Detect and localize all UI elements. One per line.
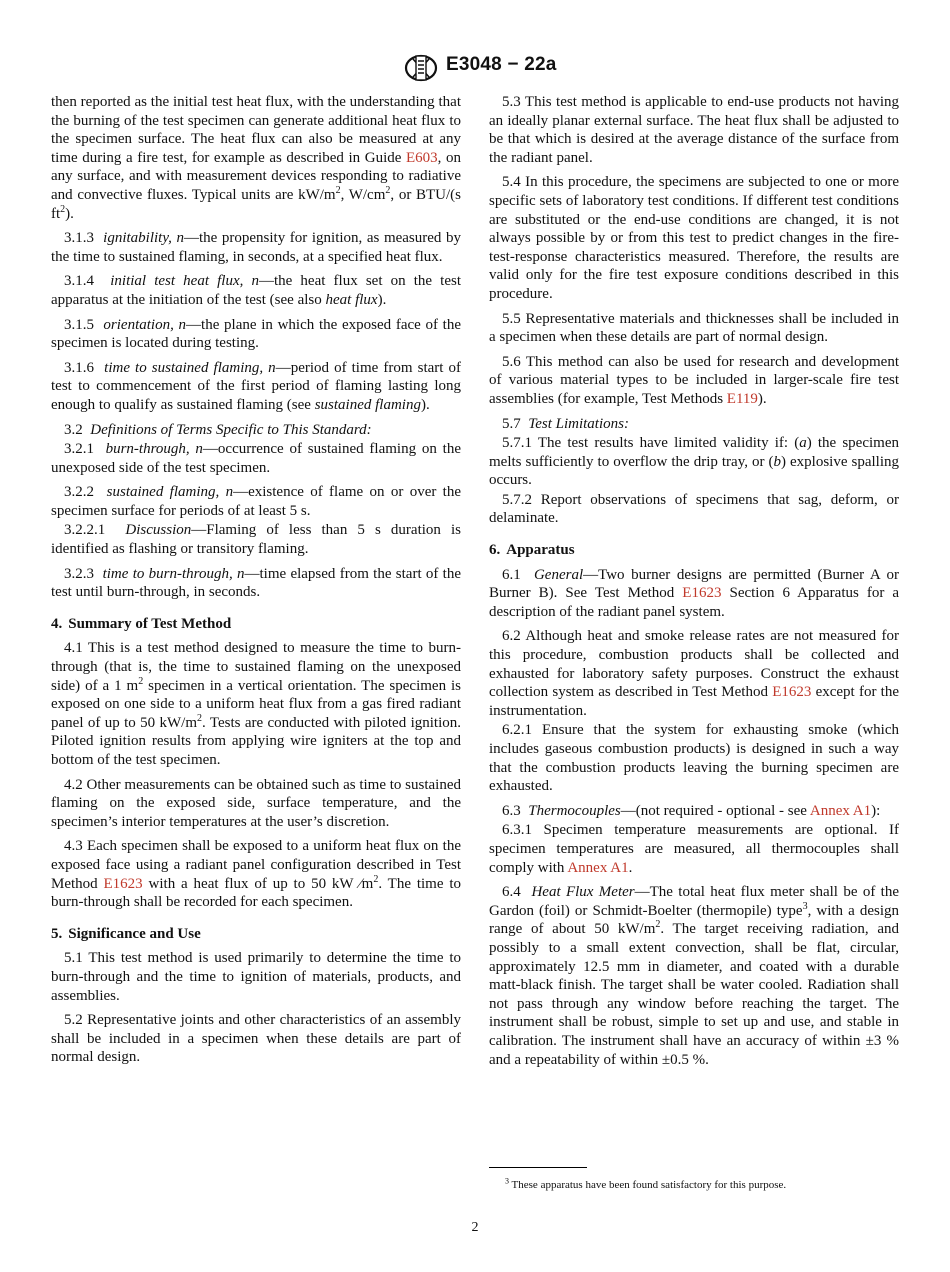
page-header [0,52,950,86]
paragraph-6-2: 6.2 Although heat and smoke release rates are not measured for this procedure, combustion products shall be collected and exhausted for laboratory safety purposes. Construct the exhaust collection system as described in Test Method E1623 except for the instrumentation. [489,628,899,719]
paragraph-6-4: 6.4 Heat Flux Meter—The total heat flux meter shall be of the Gardon (foil) or Schmidt-Boelter (thermopile) type$^3$, with a design range of about 50 $kW/m^2$. The target receiving radiation, and possibly to a small extent convection, shall be flat, circular, approximately 12.5 mm in diameter, and coated with a durable matt-black finish. The target shall be water cooled. Radiation shall not pass through any window before reaching the target. The instrument shall be robust, simple to set up and use, and stable in calibration. The instrument shall have an accuracy of within ±3 % and a repeatability of within ±0.5 %. [489,884,900,1068]
astm-logo-icon [403,52,439,84]
link-e1623[interactable]: E1623 [103,875,143,892]
link-annex-a1-b[interactable]: Annex A1 [567,859,629,876]
right-column [489,93,899,1075]
paragraph-4-1: 4.1 This is a test method designed to measure the time to burn-through (that is, the time to sustained flaming on the unexposed side) of a 1 $m^2$ specimen in a vertical orientation. The specimen is exposed on one side to a uniform heat flux from a gas fired radiant panel of up to 50 $kW/m^2$. Tests are conducted with piloted ignition. Piloted ignition results from applying wire igniters at the top and bottom of the test specimen. [51,640,462,768]
paragraph-6-3: 6.3 Thermocouples—(not required - optional - see Annex A1): [502,802,881,819]
page-number: 2 [471,1220,479,1235]
paragraph-4-3: 4.3 Each specimen shall be exposed to a uniform heat flux on the exposed face using a radiant panel configuration described in Test Method E1623 with a heat flux of up to 50 kW $⁄m^2$. The time to burn-through shall be recorded for each specimen. [51,838,461,911]
paragraph-6-3-1: 6.3.1 Specimen temperature measurements are optional. If specimen temperatures are measured, all thermocouples shall comply with Annex A1. [489,822,899,876]
paragraph-5-6: 5.6 This method can also be used for research and development of various material types to be included in larger-scale fire test assemblies (for example, Test Methods E119). [489,353,899,407]
paragraph-3-1-3: 3.1.3 ignitability, n—the propensity for ignition, as measured by the time to sustained flaming, in seconds, at a specified heat flux. [51,230,461,265]
paragraph-3-2-2: 3.2.2 sustained flaming, n—existence of flame on or over the specimen surface for periods of at least 5 s. [51,484,461,519]
paragraph-5-7-2: 5.7.2 Report observations of specimens that sag, deform, or delaminate. [489,491,899,527]
paragraph-5-2: 5.2 Representative joints and other characteristics of an assembly shall be included in a specimen when these details are part of normal design. [51,1012,461,1066]
paragraph-3-2-1: 3.2.1 burn-through, n—occurrence of sustained flaming on the unexposed side of the test specimen. [51,441,461,476]
paragraph-3-1-5: 3.1.5 orientation, n—the plane in which the exposed face of the specimen is located during testing. [51,316,462,352]
left-column [51,93,461,1073]
paragraph-3-2-2-1: 3.2.2.1 Discussion—Flaming of less than 5 s duration is identified as flashing or transitory flaming. [51,522,462,558]
link-e119[interactable]: E119 [726,390,758,407]
paragraph-5-7-1: 5.7.1 The test results have limited validity if: (a) the specimen melts sufficiently to overflow the drip tray, or (b) explosive spalling occurs. [489,435,899,489]
footnote-divider [489,1167,587,1168]
paragraph-3-2: 3.2 Definitions of Terms Specific to This Standard: [64,421,372,438]
link-annex-a1[interactable]: Annex A1 [809,802,872,819]
link-e603[interactable]: E603 [406,149,438,166]
paragraph-5-3: 5.3 This test method is applicable to end-use products not having an ideally planar external surface. The heat flux shall be adjusted to be that which is desired at the average distance of the surface from the radiant panel. [489,94,899,166]
paragraph-3-1-4: 3.1.4 initial test heat flux, n—the heat flux set on the test apparatus at the initiation of the test (see also heat flux). [51,273,461,308]
paragraph-5-4: 5.4 In this procedure, the specimens are subjected to one or more specific sets of laboratory test conditions. If different test conditions are substituted or the end-use conditions are changed, it is not always possible by or from this test to predict changes in the fire-test-response characteristics measured. Therefore, the results are valid only for the fire test exposure conditions described in this procedure. [489,174,899,302]
paragraph-6-2-1: 6.2.1 Ensure that the system for exhausting smoke (which includes gaseous combustion products) is designed in such a way that the combustion products leaving the burning specimen are exhausted. [489,722,899,795]
paragraph-3-2-3: 3.2.3 time to burn-through, n—time elapsed from the start of the test until burn-through, in seconds. [51,565,462,601]
section-heading-6: 6. Apparatus [489,542,575,559]
paragraph-5-7: 5.7 Test Limitations: [502,415,629,432]
section-heading-5: 5. Significance and Use [51,925,201,942]
link-e1623-b[interactable]: E1623 [682,585,722,602]
paragraph-heat-flux-cont: then reported as the initial test heat flux, with the understanding that the burning of the test specimen can generate additional heat flux to the specimen surface. The heat flux can also be measured at any time during a fire test, for example as described in Guide E603, on any surface, and with measurement devices responding to radiative and convective fluxes. Typical units are $kW/m^2$, $W/cm^2$, or BTU/(s $ft^2$). [51,94,462,222]
paragraph-3-1-6: 3.1.6 time to sustained flaming, n—period of time from start of test to commencement of the first period of flaming lasting long enough to qualify as sustained flaming (see sustained flaming). [51,359,461,413]
paragraph-5-1: 5.1 This test method is used primarily to determine the time to burn-through and the time to ignition of materials, products, and assemblies. [51,950,461,1004]
document-id: E3048 − 22a [446,54,557,75]
paragraph-6-1: 6.1 General—Two burner designs are permitted (Burner A or Burner B). See Test Method E1623 Section 6 Apparatus for a description of the radiant panel system. [489,566,899,620]
link-e1623-c[interactable]: E1623 [772,684,812,701]
section-heading-4: 4. Summary of Test Method [51,615,232,632]
paragraph-4-2: 4.2 Other measurements can be obtained such as time to sustained flaming on the exposed side, surface temperature, and the specimen’s interior temperatures at the user’s discretion. [51,776,461,830]
paragraph-5-5: 5.5 Representative materials and thicknesses shall be included in a specimen when these details are part of normal design. [489,310,899,346]
footnote-ref-3[interactable]: 3 [802,900,808,912]
footnote: $^3$ These apparatus have been found satisfactory for this purpose. [505,1176,787,1191]
